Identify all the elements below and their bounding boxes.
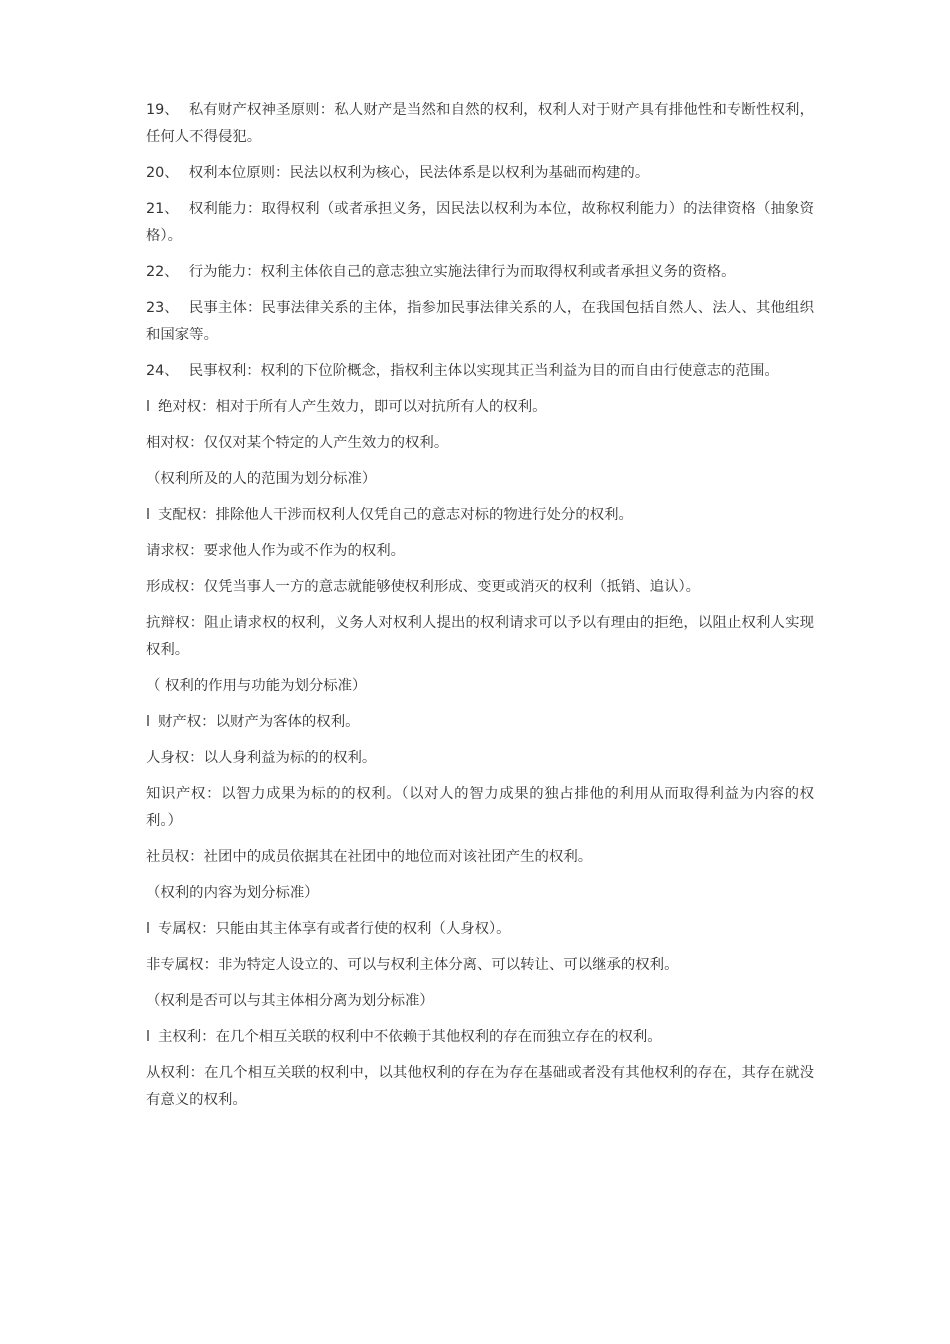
- paragraph-text: 请求权：要求他人作为或不作为的权利。: [146, 543, 406, 559]
- bullet-marker: l: [146, 714, 150, 730]
- paragraph-dominion-right: [146, 502, 814, 529]
- paragraph-24: [146, 358, 814, 385]
- paragraph-classification-note: [146, 673, 814, 700]
- paragraph-non-exclusive-right: [146, 952, 814, 979]
- paragraph-23: [146, 295, 814, 349]
- paragraph-classification-note: [146, 880, 814, 907]
- paragraph-text: 权利能力：取得权利（或者承担义务，因民法以权利为本位，故称权利能力）的法律资格（抽象资格）。: [146, 201, 814, 244]
- paragraph-accessory-right: [146, 1060, 814, 1114]
- paragraph-text: 社员权：社团中的成员依据其在社团中的地位而对该社团产生的权利。: [146, 849, 593, 865]
- paragraph-text: 抗辩权：阻止请求权的权利，义务人对权利人提出的权利请求可以予以有理由的拒绝，以阻止权利人实现权利。: [146, 615, 814, 658]
- paragraph-exclusive-right: [146, 916, 814, 943]
- document-page: [146, 97, 814, 1123]
- paragraph-formation-right: [146, 574, 814, 601]
- paragraph-ip-right: [146, 781, 814, 835]
- paragraph-text: （ 权利的作用与功能为划分标准）: [146, 678, 367, 694]
- paragraph-text: 专属权：只能由其主体享有或者行使的权利（人身权）。: [158, 921, 511, 937]
- item-number: 22、: [146, 264, 179, 280]
- item-number: 24、: [146, 363, 179, 379]
- paragraph-text: 权利本位原则：民法以权利为核心，民法体系是以权利为基础而构建的。: [188, 165, 650, 181]
- paragraph-21: [146, 196, 814, 250]
- paragraph-classification-note: [146, 988, 814, 1015]
- paragraph-classification-note: [146, 466, 814, 493]
- paragraph-text: 非专属权：非为特定人设立的、可以与权利主体分离、可以转让、可以继承的权利。: [146, 957, 679, 973]
- paragraph-text: （权利是否可以与其主体相分离为划分标准）: [146, 993, 434, 1009]
- paragraph-member-right: [146, 844, 814, 871]
- paragraph-text: 主权利：在几个相互关联的权利中不依赖于其他权利的存在而独立存在的权利。: [158, 1029, 662, 1045]
- paragraph-defense-right: [146, 610, 814, 664]
- item-number: 21、: [146, 201, 179, 217]
- item-number: 20、: [146, 165, 179, 181]
- bullet-marker: l: [146, 921, 150, 937]
- paragraph-text: 从权利：在几个相互关联的权利中，以其他权利的存在为存在基础或者没有其他权利的存在，其存在就没有意义的权利。: [146, 1065, 814, 1108]
- paragraph-relative-right: [146, 430, 814, 457]
- bullet-marker: l: [146, 399, 150, 415]
- paragraph-text: 民事主体：民事法律关系的主体，指参加民事法律关系的人，在我国包括自然人、法人、其他组织和国家等。: [146, 300, 814, 343]
- bullet-marker: l: [146, 1029, 150, 1045]
- paragraph-text: 人身权：以人身利益为标的的权利。: [146, 750, 377, 766]
- bullet-marker: l: [146, 507, 150, 523]
- paragraph-personal-right: [146, 745, 814, 772]
- paragraph-text: 相对权：仅仅对某个特定的人产生效力的权利。: [146, 435, 449, 451]
- item-number: 19、: [146, 102, 179, 118]
- paragraph-principal-right: [146, 1024, 814, 1051]
- paragraph-text: 行为能力：权利主体依自己的意志独立实施法律行为而取得权利或者承担义务的资格。: [188, 264, 736, 280]
- paragraph-text: 支配权：排除他人干涉而权利人仅凭自己的意志对标的物进行处分的权利。: [158, 507, 633, 523]
- paragraph-text: 财产权：以财产为客体的权利。: [158, 714, 360, 730]
- item-number: 23、: [146, 300, 179, 316]
- paragraph-text: 民事权利：权利的下位阶概念，指权利主体以实现其正当利益为目的而自由行使意志的范围。: [188, 363, 779, 379]
- paragraph-claim-right: [146, 538, 814, 565]
- paragraph-text: 绝对权：相对于所有人产生效力，即可以对抗所有人的权利。: [158, 399, 547, 415]
- paragraph-absolute-right: [146, 394, 814, 421]
- paragraph-22: [146, 259, 814, 286]
- paragraph-19: [146, 97, 814, 151]
- paragraph-text: 知识产权：以智力成果为标的的权利。（以对人的智力成果的独占排他的利用从而取得利益为内容的权利。）: [146, 786, 814, 829]
- paragraph-20: [146, 160, 814, 187]
- paragraph-text: （权利的内容为划分标准）: [146, 885, 319, 901]
- paragraph-text: 形成权：仅凭当事人一方的意志就能够使权利形成、变更或消灭的权利（抵销、追认）。: [146, 579, 701, 595]
- paragraph-property-right: [146, 709, 814, 736]
- paragraph-text: 私有财产权神圣原则：私人财产是当然和自然的权利，权利人对于财产具有排他性和专断性权利，任何人不得侵犯。: [146, 102, 814, 145]
- paragraph-text: （权利所及的人的范围为划分标准）: [146, 471, 377, 487]
